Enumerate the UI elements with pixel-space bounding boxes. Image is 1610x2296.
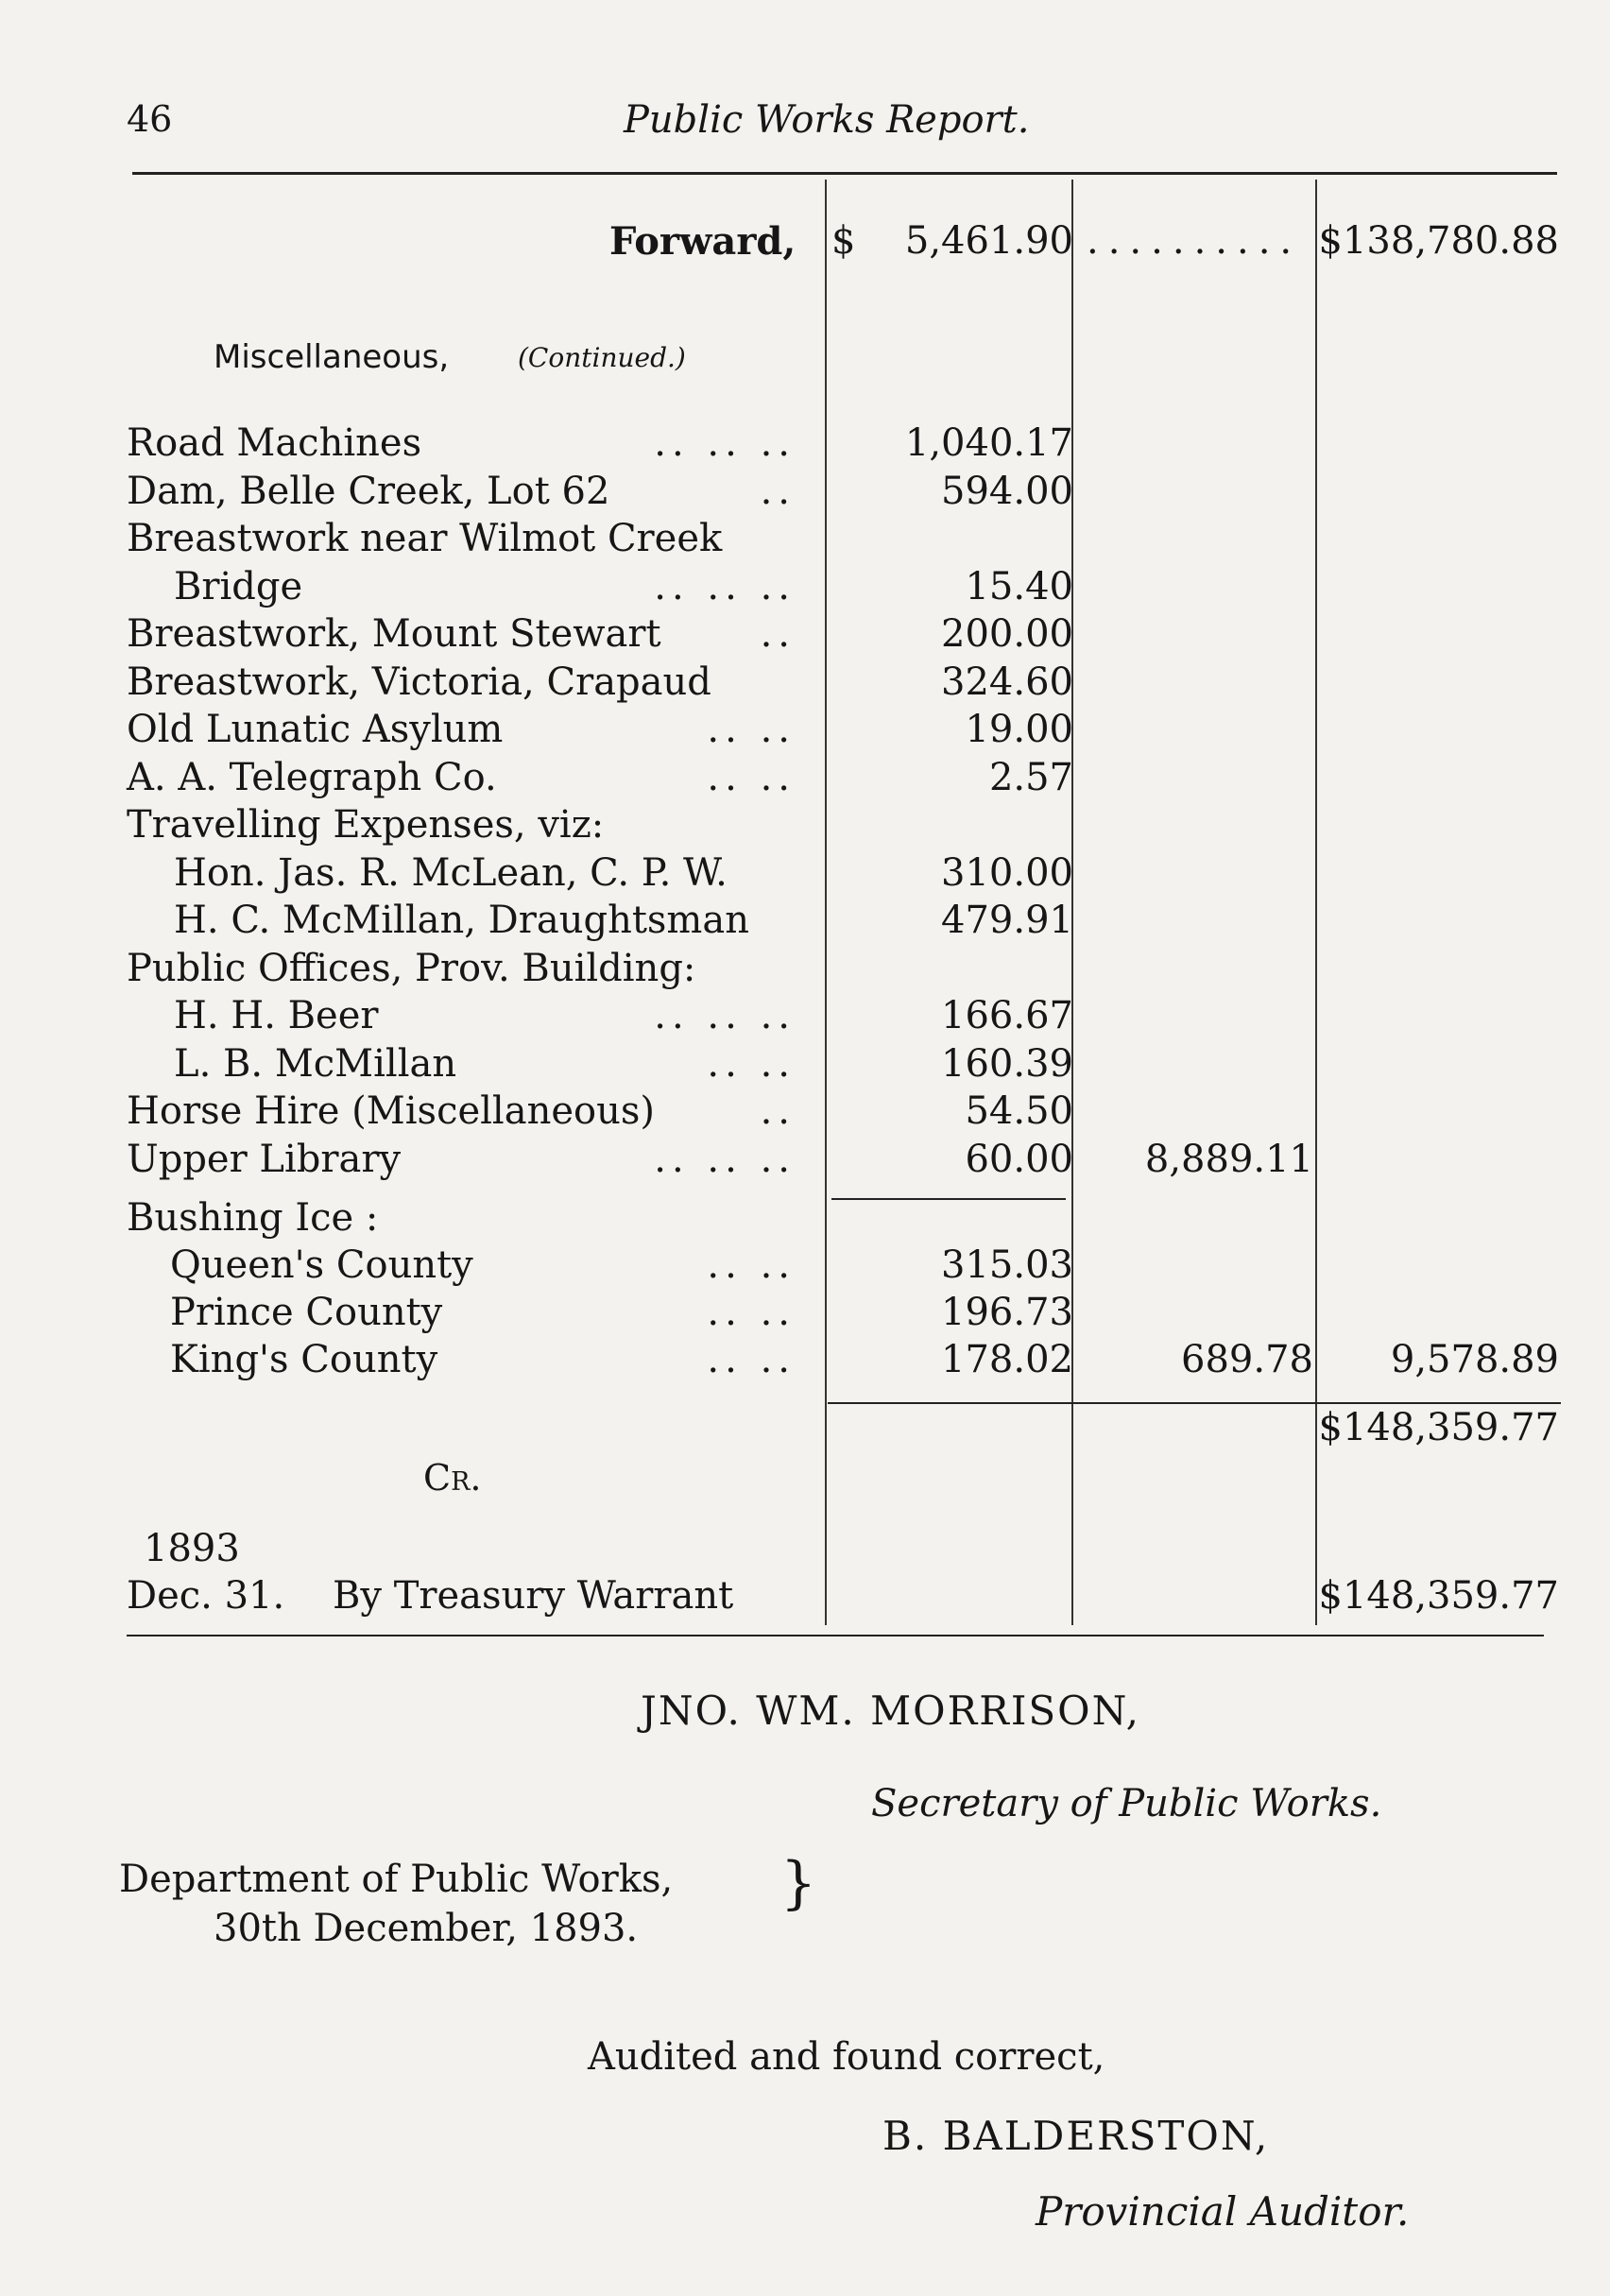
item-subtotal: 8,889.11 (1144, 1138, 1313, 1181)
item-leader-dots: .. .. (707, 756, 796, 799)
item-label: Old Lunatic Asylum (127, 708, 504, 751)
bushing-item-label: King's County (170, 1338, 438, 1381)
forward-dollar-sign: $ (831, 219, 856, 263)
item-label: Dam, Belle Creek, Lot 62 (127, 470, 610, 513)
item-amount: 200.00 (941, 612, 1073, 656)
item-leader-dots: .. (760, 470, 796, 513)
dateline-brace: } (780, 1850, 817, 1916)
item-amount: 310.00 (941, 851, 1073, 895)
bushing-item-leader-dots: .. .. (707, 1291, 796, 1334)
item-amount: 19.00 (965, 708, 1073, 751)
item-leader-dots: .. .. .. (654, 421, 796, 465)
bushing-item-label: Queen's County (170, 1243, 473, 1287)
item-amount: 60.00 (965, 1138, 1073, 1181)
item-label: Horse Hire (Miscellaneous) (127, 1089, 655, 1133)
item-amount: 594.00 (941, 470, 1073, 513)
item-label: Public Offices, Prov. Building: (127, 947, 696, 990)
item-leader-dots: .. .. .. (654, 565, 796, 608)
auditor-name: B. BALDERSTON, (882, 2113, 1270, 2159)
item-leader-dots: .. (760, 1089, 796, 1133)
item-leader-dots: .. (760, 612, 796, 656)
subtotal-rule (831, 1198, 1066, 1200)
forward-label: Forward, (609, 219, 796, 264)
signatory-title: Secretary of Public Works. (871, 1782, 1382, 1825)
item-leader-dots: .. .. .. (654, 994, 796, 1037)
forward-total: $138,780.88 (1318, 219, 1559, 263)
bushing-item-leader-dots: .. .. (707, 1243, 796, 1287)
section-title: Miscellaneous, (214, 338, 450, 376)
page-number: 46 (127, 98, 173, 140)
item-label: Travelling Expenses, viz: (127, 803, 605, 847)
item-label: Breastwork, Mount Stewart (127, 612, 661, 656)
section-continued: (Continued.) (518, 342, 686, 373)
dateline-line1: Department of Public Works, (119, 1858, 674, 1901)
signatory-name: JNO. WM. MORRISON, (641, 1688, 1141, 1734)
item-label: Upper Library (127, 1138, 402, 1181)
total-rule (828, 1402, 1561, 1404)
item-label: Road Machines (127, 421, 422, 465)
item-label: H. C. McMillan, Draughtsman (174, 899, 749, 942)
bushing-item-amount: 178.02 (941, 1338, 1073, 1381)
bushing-item-total: 9,578.89 (1390, 1338, 1559, 1381)
header-rule (132, 172, 1557, 175)
grand-total: $148,359.77 (1318, 1406, 1559, 1449)
footer-rule (127, 1635, 1544, 1636)
bushing-item-label: Prince County (170, 1291, 443, 1334)
auditor-title: Provincial Auditor. (1036, 2188, 1410, 2235)
item-amount: 1,040.17 (904, 421, 1073, 465)
item-label: L. B. McMillan (174, 1042, 457, 1086)
item-label: Hon. Jas. R. McLean, C. P. W. (174, 851, 728, 895)
item-amount: 166.67 (941, 994, 1073, 1037)
credit-year: 1893 (144, 1527, 240, 1570)
bushing-item-amount: 196.73 (941, 1291, 1073, 1334)
running-title: Public Works Report. (624, 98, 1030, 142)
column-rule-1 (825, 180, 827, 1625)
item-leader-dots: .. .. (707, 1042, 796, 1086)
credit-amount: $148,359.77 (1318, 1574, 1559, 1618)
item-label: Breastwork, Victoria, Crapaud (127, 660, 711, 704)
dateline-line2: 30th December, 1893. (214, 1907, 639, 1950)
item-leader-dots: .. .. (707, 708, 796, 751)
item-amount: 15.40 (965, 565, 1073, 608)
item-amount: 324.60 (941, 660, 1073, 704)
item-label: Bridge (174, 565, 303, 608)
forward-amount: 5,461.90 (904, 219, 1073, 263)
forward-leader: .......... (1087, 219, 1302, 263)
bushing-item-subtotal: 689.78 (1181, 1338, 1313, 1381)
audit-text: Audited and found correct, (588, 2035, 1105, 2079)
item-amount: 479.91 (941, 899, 1073, 942)
credit-heading: Cr. (423, 1457, 482, 1499)
item-leader-dots: .. .. .. (654, 1138, 796, 1181)
item-amount: 2.57 (988, 756, 1073, 799)
bushing-title: Bushing Ice : (127, 1196, 379, 1240)
item-label: Breastwork near Wilmot Creek (127, 517, 723, 560)
bushing-item-leader-dots: .. .. (707, 1338, 796, 1381)
bushing-item-amount: 315.03 (941, 1243, 1073, 1287)
item-amount: 54.50 (965, 1089, 1073, 1133)
item-label: A. A. Telegraph Co. (127, 756, 497, 799)
item-amount: 160.39 (941, 1042, 1073, 1086)
credit-label: By Treasury Warrant (333, 1574, 734, 1618)
credit-date: Dec. 31. (127, 1574, 285, 1618)
item-label: H. H. Beer (174, 994, 379, 1037)
